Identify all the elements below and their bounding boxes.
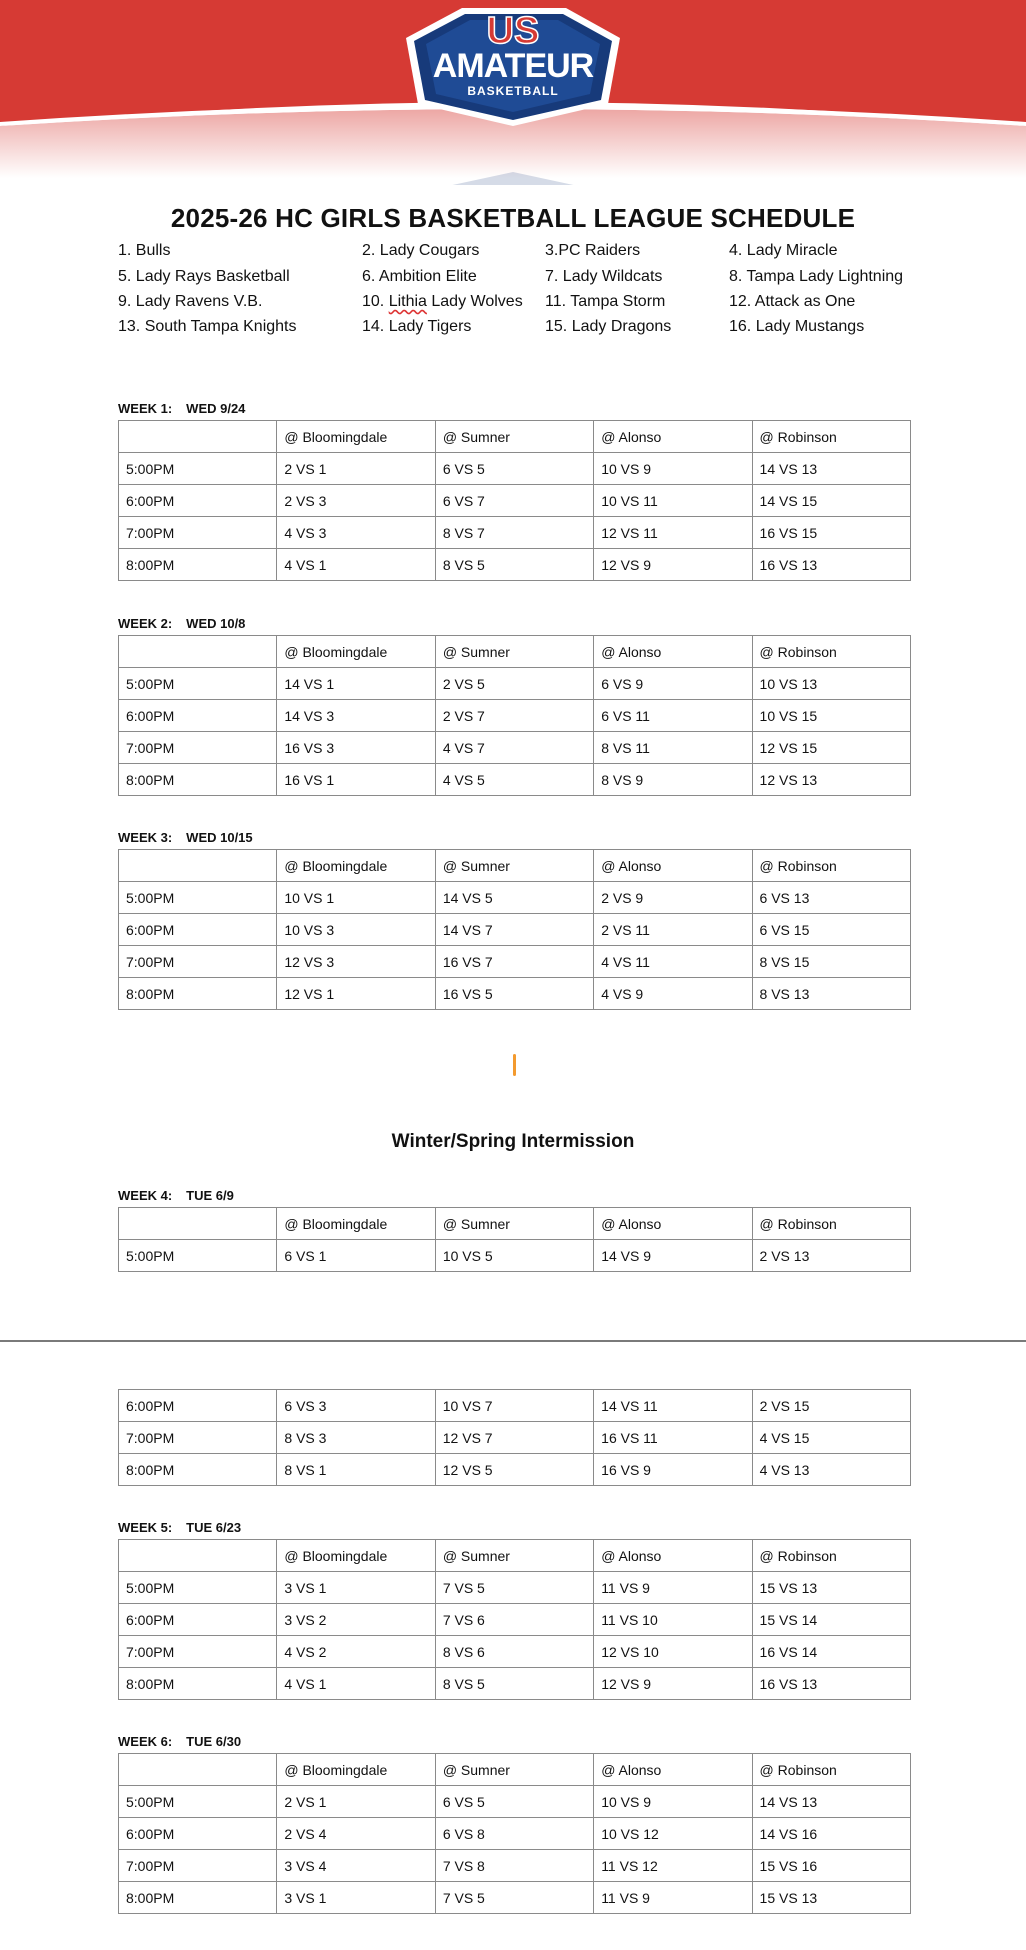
matchup-cell: 15 VS 13 <box>752 1572 910 1604</box>
matchup-cell: 6 VS 8 <box>435 1818 593 1850</box>
week-label: WEEK 4: TUE 6/9 <box>118 1188 234 1203</box>
corner-cell <box>119 1754 277 1786</box>
matchup-cell: 11 VS 9 <box>594 1882 752 1914</box>
matchup-cell: 4 VS 2 <box>277 1636 435 1668</box>
matchup-cell: 2 VS 1 <box>277 1786 435 1818</box>
venue-header: @ Bloomingdale <box>277 850 435 882</box>
matchup-cell: 3 VS 1 <box>277 1882 435 1914</box>
time-cell: 8:00PM <box>119 1882 277 1914</box>
matchup-cell: 16 VS 1 <box>277 764 435 796</box>
time-cell: 7:00PM <box>119 517 277 549</box>
matchup-cell: 14 VS 13 <box>752 1786 910 1818</box>
team-item: 3.PC Raiders <box>545 242 641 259</box>
venue-header: @ Bloomingdale <box>277 636 435 668</box>
matchup-cell: 10 VS 13 <box>752 668 910 700</box>
matchup-cell: 16 VS 9 <box>594 1454 752 1486</box>
time-cell: 5:00PM <box>119 1240 277 1272</box>
venue-header: @ Sumner <box>435 1540 593 1572</box>
table-row <box>119 1454 911 1486</box>
time-cell: 8:00PM <box>119 978 277 1010</box>
table-row <box>119 485 911 517</box>
matchup-cell: 4 VS 9 <box>594 978 752 1010</box>
time-cell: 8:00PM <box>119 1668 277 1700</box>
time-cell: 6:00PM <box>119 1818 277 1850</box>
matchup-cell: 8 VS 13 <box>752 978 910 1010</box>
team-item: 7. Lady Wildcats <box>545 268 663 285</box>
matchup-cell: 16 VS 14 <box>752 1636 910 1668</box>
time-cell: 6:00PM <box>119 485 277 517</box>
table-row <box>119 978 911 1010</box>
matchup-cell: 12 VS 13 <box>752 764 910 796</box>
venue-header: @ Alonso <box>594 1208 752 1240</box>
matchup-cell: 7 VS 8 <box>435 1850 593 1882</box>
matchup-cell: 12 VS 7 <box>435 1422 593 1454</box>
matchup-cell: 2 VS 11 <box>594 914 752 946</box>
venue-header: @ Alonso <box>594 421 752 453</box>
table-row <box>119 1572 911 1604</box>
matchup-cell: 2 VS 5 <box>435 668 593 700</box>
time-cell: 5:00PM <box>119 882 277 914</box>
matchup-cell: 10 VS 7 <box>435 1390 593 1422</box>
matchup-cell: 8 VS 6 <box>435 1636 593 1668</box>
team-item: 6. Ambition Elite <box>362 268 477 285</box>
team-item: 13. South Tampa Knights <box>118 318 297 335</box>
text-cursor <box>513 1054 516 1076</box>
matchup-cell: 10 VS 1 <box>277 882 435 914</box>
venue-header: @ Alonso <box>594 1540 752 1572</box>
matchup-cell: 16 VS 15 <box>752 517 910 549</box>
time-cell: 7:00PM <box>119 946 277 978</box>
team-item: 10. Lithia Lady Wolves <box>362 293 523 310</box>
table-row <box>119 700 911 732</box>
time-cell: 5:00PM <box>119 1572 277 1604</box>
corner-cell <box>119 421 277 453</box>
intermission-heading: Winter/Spring Intermission <box>391 1131 635 1152</box>
venue-header: @ Alonso <box>594 850 752 882</box>
matchup-cell: 10 VS 9 <box>594 1786 752 1818</box>
matchup-cell: 2 VS 7 <box>435 700 593 732</box>
schedule-table <box>118 635 911 796</box>
matchup-cell: 2 VS 9 <box>594 882 752 914</box>
week-label: WEEK 3: WED 10/15 <box>118 830 253 845</box>
venue-header: @ Sumner <box>435 421 593 453</box>
schedule-table <box>118 1753 911 1914</box>
venue-header: @ Bloomingdale <box>277 1540 435 1572</box>
matchup-cell: 14 VS 3 <box>277 700 435 732</box>
venue-header: @ Robinson <box>752 1754 910 1786</box>
venue-header-row <box>119 421 911 453</box>
corner-cell <box>119 636 277 668</box>
matchup-cell: 7 VS 6 <box>435 1604 593 1636</box>
matchup-cell: 8 VS 1 <box>277 1454 435 1486</box>
table-row <box>119 1818 911 1850</box>
venue-header-row <box>119 1208 911 1240</box>
matchup-cell: 4 VS 1 <box>277 549 435 581</box>
matchup-cell: 16 VS 13 <box>752 1668 910 1700</box>
matchup-cell: 14 VS 1 <box>277 668 435 700</box>
matchup-cell: 12 VS 1 <box>277 978 435 1010</box>
matchup-cell: 16 VS 3 <box>277 732 435 764</box>
time-cell: 7:00PM <box>119 1850 277 1882</box>
venue-header: @ Bloomingdale <box>277 1208 435 1240</box>
matchup-cell: 4 VS 15 <box>752 1422 910 1454</box>
team-item: 1. Bulls <box>118 242 171 259</box>
time-cell: 5:00PM <box>119 453 277 485</box>
matchup-cell: 15 VS 13 <box>752 1882 910 1914</box>
logo-us: US <box>486 10 540 52</box>
matchup-cell: 12 VS 10 <box>594 1636 752 1668</box>
table-row <box>119 1240 911 1272</box>
matchup-cell: 8 VS 11 <box>594 732 752 764</box>
matchup-cell: 6 VS 5 <box>435 1786 593 1818</box>
team-item: 5. Lady Rays Basketball <box>118 268 290 285</box>
matchup-cell: 12 VS 3 <box>277 946 435 978</box>
time-cell: 8:00PM <box>119 1454 277 1486</box>
corner-cell <box>119 1540 277 1572</box>
matchup-cell: 12 VS 15 <box>752 732 910 764</box>
matchup-cell: 2 VS 15 <box>752 1390 910 1422</box>
table-row <box>119 1604 911 1636</box>
matchup-cell: 4 VS 11 <box>594 946 752 978</box>
table-row <box>119 732 911 764</box>
table-row <box>119 1668 911 1700</box>
time-cell: 6:00PM <box>119 914 277 946</box>
matchup-cell: 14 VS 9 <box>594 1240 752 1272</box>
time-cell: 8:00PM <box>119 764 277 796</box>
matchup-cell: 8 VS 7 <box>435 517 593 549</box>
table-row <box>119 1390 911 1422</box>
venue-header: @ Sumner <box>435 1208 593 1240</box>
matchup-cell: 14 VS 7 <box>435 914 593 946</box>
matchup-cell: 6 VS 9 <box>594 668 752 700</box>
time-cell: 5:00PM <box>119 1786 277 1818</box>
week-label: WEEK 2: WED 10/8 <box>118 616 246 631</box>
table-row <box>119 764 911 796</box>
matchup-cell: 12 VS 9 <box>594 549 752 581</box>
table-row <box>119 549 911 581</box>
venue-header: @ Sumner <box>435 850 593 882</box>
matchup-cell: 2 VS 13 <box>752 1240 910 1272</box>
venue-header-row <box>119 636 911 668</box>
matchup-cell: 6 VS 11 <box>594 700 752 732</box>
time-cell: 6:00PM <box>119 700 277 732</box>
venue-header-row <box>119 1540 911 1572</box>
matchup-cell: 14 VS 13 <box>752 453 910 485</box>
venue-header: @ Alonso <box>594 1754 752 1786</box>
matchup-cell: 11 VS 12 <box>594 1850 752 1882</box>
venue-header: @ Alonso <box>594 636 752 668</box>
table-row <box>119 882 911 914</box>
matchup-cell: 16 VS 7 <box>435 946 593 978</box>
venue-header: @ Robinson <box>752 850 910 882</box>
schedule-table <box>118 1389 911 1486</box>
week-label: WEEK 6: TUE 6/30 <box>118 1734 242 1749</box>
matchup-cell: 6 VS 15 <box>752 914 910 946</box>
matchup-cell: 10 VS 9 <box>594 453 752 485</box>
matchup-cell: 8 VS 3 <box>277 1422 435 1454</box>
matchup-cell: 3 VS 2 <box>277 1604 435 1636</box>
page-2 <box>0 1340 1026 1950</box>
matchup-cell: 8 VS 5 <box>435 1668 593 1700</box>
matchup-cell: 14 VS 16 <box>752 1818 910 1850</box>
time-cell: 8:00PM <box>119 549 277 581</box>
team-item: 2. Lady Cougars <box>362 242 480 259</box>
matchup-cell: 15 VS 16 <box>752 1850 910 1882</box>
time-cell: 7:00PM <box>119 732 277 764</box>
matchup-cell: 6 VS 3 <box>277 1390 435 1422</box>
table-row <box>119 1422 911 1454</box>
matchup-cell: 16 VS 13 <box>752 549 910 581</box>
matchup-cell: 11 VS 10 <box>594 1604 752 1636</box>
table-row <box>119 668 911 700</box>
matchup-cell: 2 VS 3 <box>277 485 435 517</box>
table-row <box>119 1882 911 1914</box>
team-item: 11. Tampa Storm <box>545 293 666 310</box>
matchup-cell: 14 VS 5 <box>435 882 593 914</box>
matchup-cell: 4 VS 1 <box>277 1668 435 1700</box>
matchup-cell: 6 VS 13 <box>752 882 910 914</box>
team-item: 9. Lady Ravens V.B. <box>118 293 263 310</box>
schedule-table <box>118 1539 911 1700</box>
venue-header: @ Robinson <box>752 1540 910 1572</box>
matchup-cell: 6 VS 7 <box>435 485 593 517</box>
matchup-cell: 12 VS 9 <box>594 1668 752 1700</box>
table-row <box>119 914 911 946</box>
matchup-cell: 4 VS 13 <box>752 1454 910 1486</box>
table-row <box>119 1850 911 1882</box>
venue-header-row <box>119 1754 911 1786</box>
schedule-table <box>118 420 911 581</box>
page-title: 2025-26 HC GIRLS BASKETBALL LEAGUE SCHEDULE <box>170 203 856 233</box>
table-row <box>119 946 911 978</box>
team-item: 8. Tampa Lady Lightning <box>729 268 904 285</box>
matchup-cell: 6 VS 1 <box>277 1240 435 1272</box>
matchup-cell: 16 VS 11 <box>594 1422 752 1454</box>
team-item: 15. Lady Dragons <box>545 318 672 335</box>
time-cell: 7:00PM <box>119 1636 277 1668</box>
time-cell: 6:00PM <box>119 1604 277 1636</box>
matchup-cell: 2 VS 4 <box>277 1818 435 1850</box>
logo-basketball: BASKETBALL <box>467 84 559 98</box>
team-item: 12. Attack as One <box>729 293 856 310</box>
matchup-cell: 3 VS 4 <box>277 1850 435 1882</box>
matchup-cell: 16 VS 5 <box>435 978 593 1010</box>
table-row <box>119 517 911 549</box>
matchup-cell: 10 VS 15 <box>752 700 910 732</box>
matchup-cell: 14 VS 15 <box>752 485 910 517</box>
time-cell: 6:00PM <box>119 1390 277 1422</box>
matchup-cell: 4 VS 7 <box>435 732 593 764</box>
matchup-cell: 10 VS 12 <box>594 1818 752 1850</box>
matchup-cell: 8 VS 9 <box>594 764 752 796</box>
matchup-cell: 12 VS 5 <box>435 1454 593 1486</box>
time-cell: 5:00PM <box>119 668 277 700</box>
matchup-cell: 7 VS 5 <box>435 1572 593 1604</box>
matchup-cell: 10 VS 3 <box>277 914 435 946</box>
schedule-table <box>118 1207 911 1272</box>
matchup-cell: 7 VS 5 <box>435 1882 593 1914</box>
matchup-cell: 15 VS 14 <box>752 1604 910 1636</box>
venue-header: @ Bloomingdale <box>277 1754 435 1786</box>
team-item: 14. Lady Tigers <box>362 318 472 335</box>
matchup-cell: 10 VS 5 <box>435 1240 593 1272</box>
table-row <box>119 1786 911 1818</box>
venue-header: @ Bloomingdale <box>277 421 435 453</box>
logo-amateur: AMATEUR <box>432 47 594 85</box>
matchup-cell: 8 VS 15 <box>752 946 910 978</box>
venue-header: @ Robinson <box>752 636 910 668</box>
team-item: 4. Lady Miracle <box>729 242 838 259</box>
schedule-table <box>118 849 911 1010</box>
team-item: 16. Lady Mustangs <box>729 318 865 335</box>
corner-cell <box>119 850 277 882</box>
matchup-cell: 11 VS 9 <box>594 1572 752 1604</box>
matchup-cell: 10 VS 11 <box>594 485 752 517</box>
matchup-cell: 4 VS 3 <box>277 517 435 549</box>
venue-header: @ Robinson <box>752 421 910 453</box>
matchup-cell: 14 VS 11 <box>594 1390 752 1422</box>
matchup-cell: 2 VS 1 <box>277 453 435 485</box>
venue-header: @ Sumner <box>435 1754 593 1786</box>
matchup-cell: 4 VS 5 <box>435 764 593 796</box>
matchup-cell: 12 VS 11 <box>594 517 752 549</box>
matchup-cell: 3 VS 1 <box>277 1572 435 1604</box>
corner-cell <box>119 1208 277 1240</box>
venue-header-row <box>119 850 911 882</box>
venue-header: @ Robinson <box>752 1208 910 1240</box>
week-label: WEEK 5: TUE 6/23 <box>118 1520 242 1535</box>
week-label: WEEK 1: WED 9/24 <box>118 401 246 416</box>
matchup-cell: 8 VS 5 <box>435 549 593 581</box>
table-row <box>119 453 911 485</box>
table-row <box>119 1636 911 1668</box>
matchup-cell: 6 VS 5 <box>435 453 593 485</box>
venue-header: @ Sumner <box>435 636 593 668</box>
time-cell: 7:00PM <box>119 1422 277 1454</box>
